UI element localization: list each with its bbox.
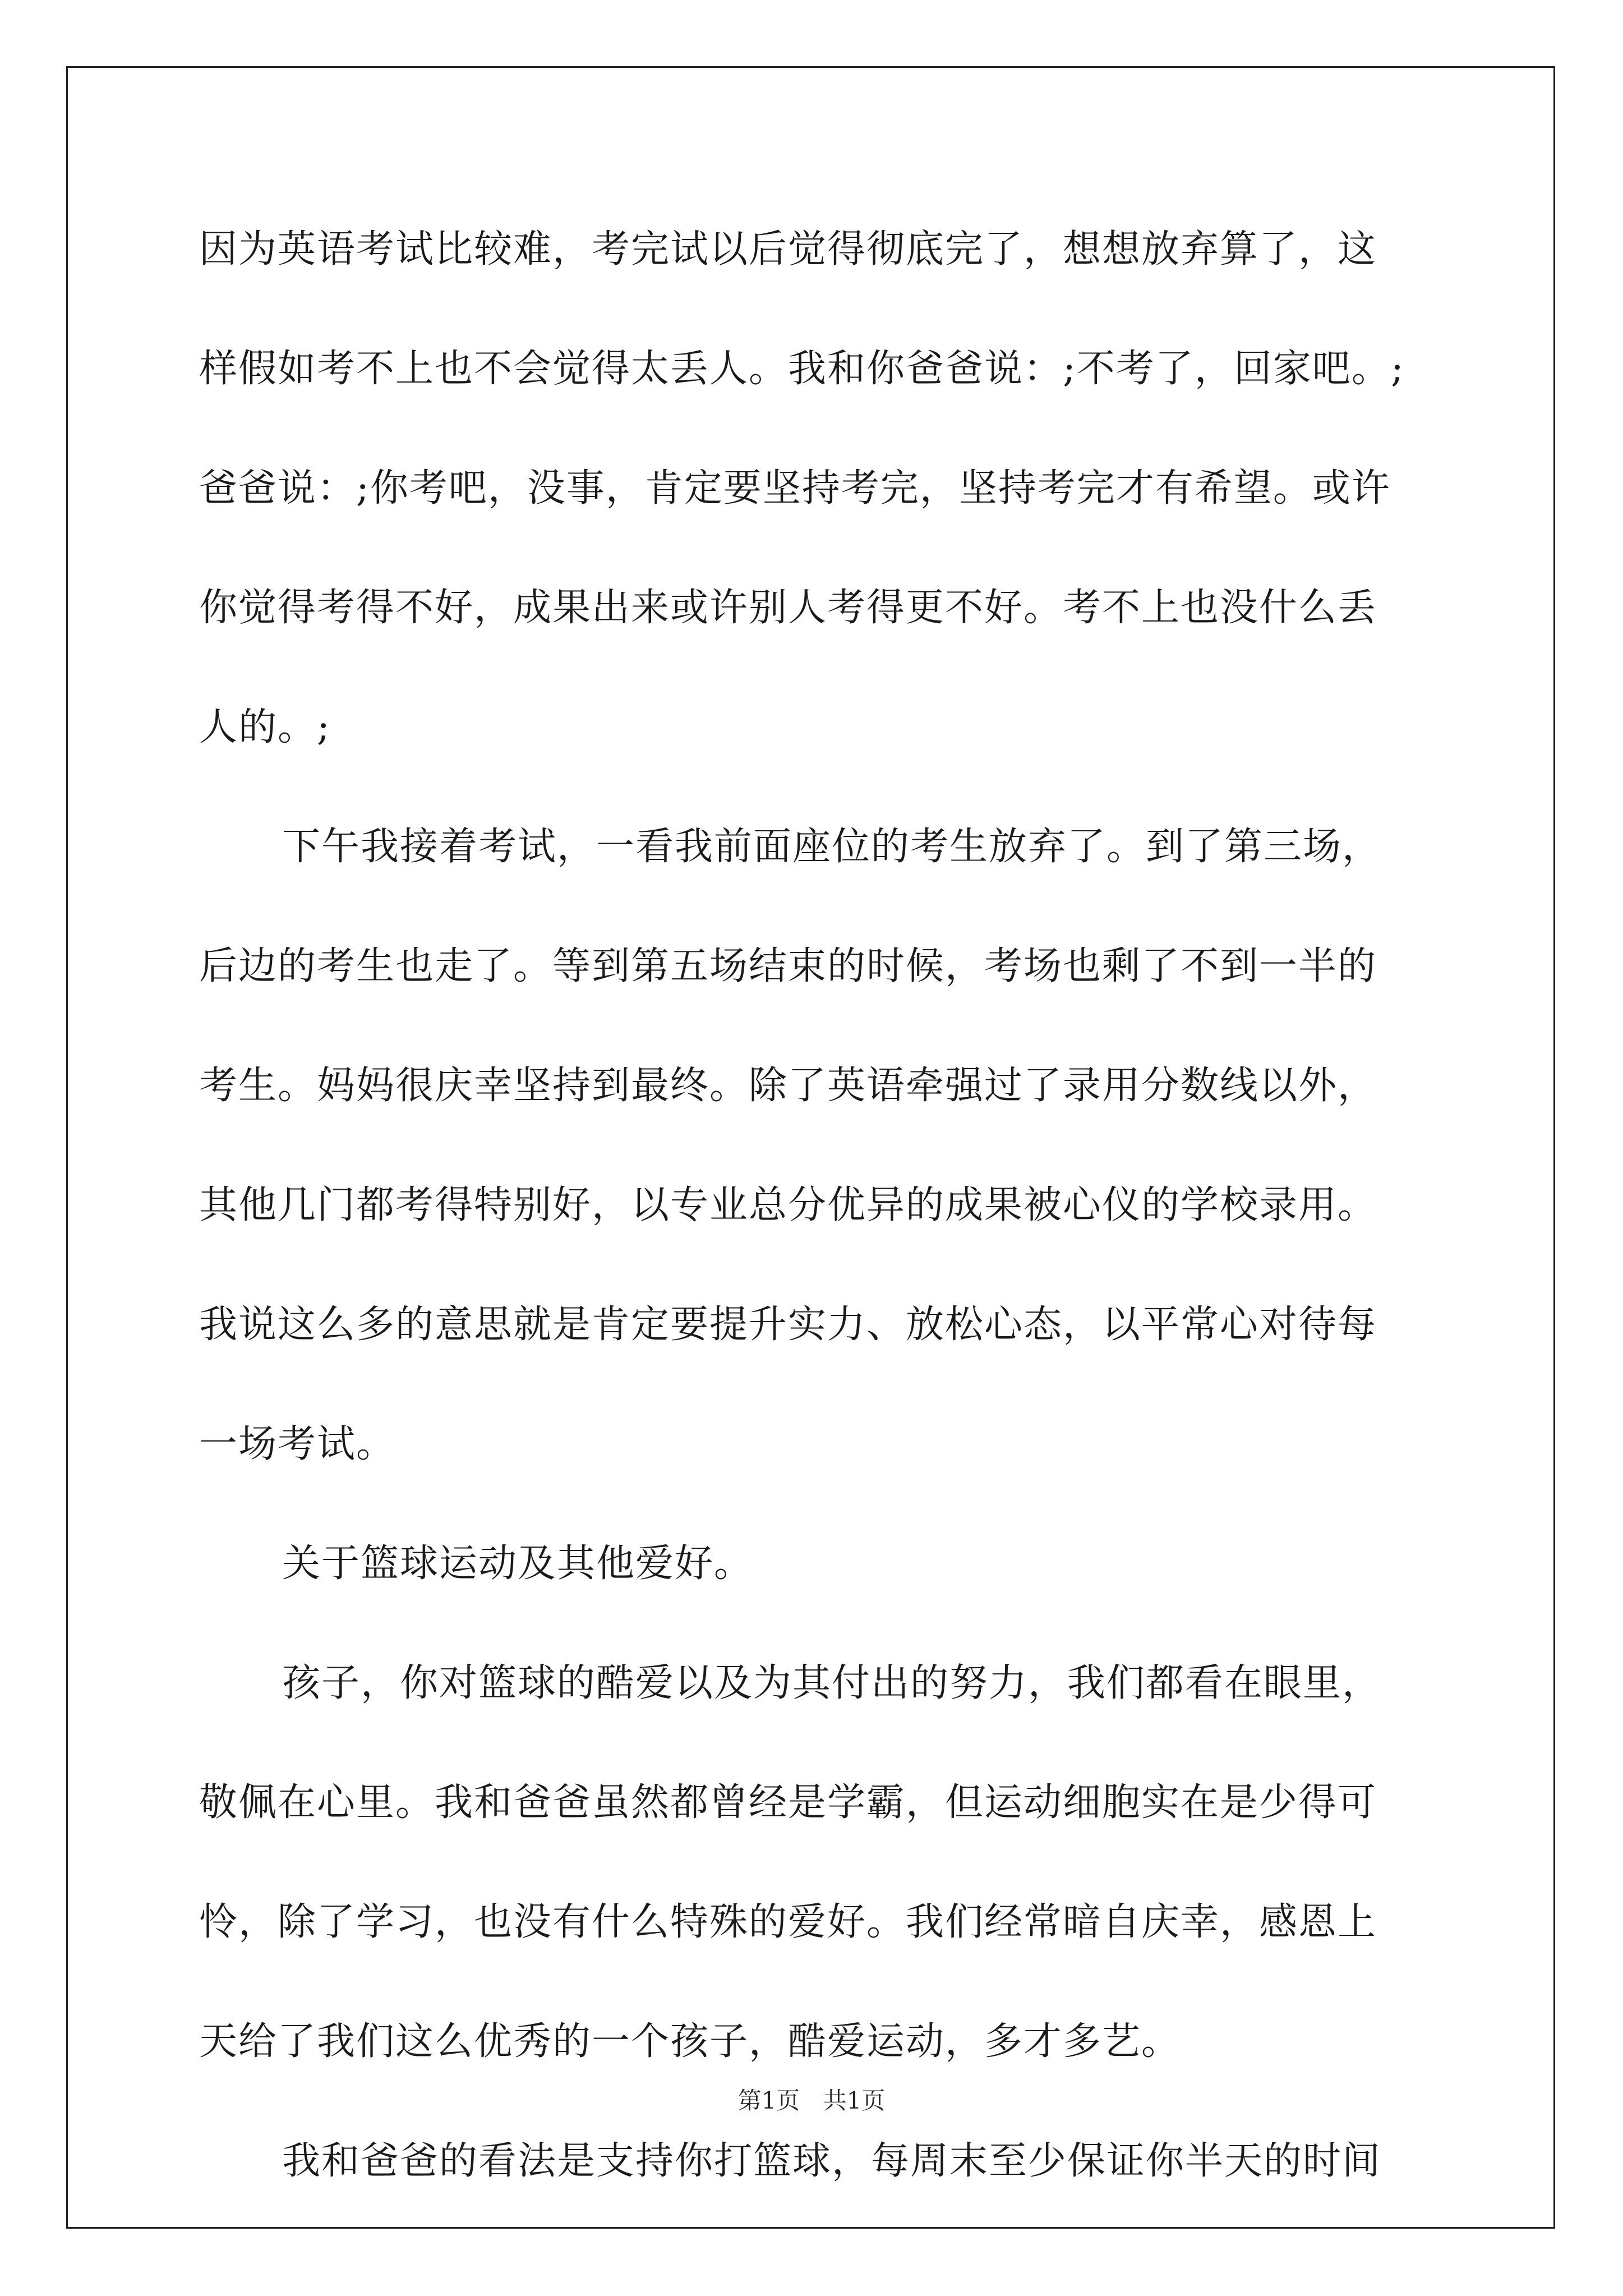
text-line: 我说这么多的意思就是肯定要提升实力、放松心态，以平常心对待每 (199, 1303, 1377, 1347)
text-line: 后边的考生也走了。等到第五场结束的时候，考场也剩了不到一半的 (199, 944, 1377, 988)
page-total: 共1页 (823, 2087, 886, 2114)
text-line: 样假如考不上也不会觉得太丢人。我和你爸爸说：;不考了，回家吧。; (199, 347, 1405, 391)
text-line: 我和爸爸的看法是支持你打篮球，每周末至少保证你半天的时间 (282, 2139, 1382, 2183)
document-body (199, 219, 1422, 2250)
text-line: 天给了我们这么优秀的一个孩子，酷爱运动，多才多艺。 (199, 2019, 1181, 2064)
text-line: 下午我接着考试，一看我前面座位的考生放弃了。到了第三场， (282, 825, 1382, 869)
page-number: 第1页 (737, 2087, 800, 2114)
text-line: 考生。妈妈很庆幸坚持到最终。除了英语牵强过了录用分数线以外， (199, 1064, 1377, 1108)
text-line: 怜，除了学习，也没有什么特殊的爱好。我们经常暗自庆幸，感恩上 (199, 1900, 1377, 1944)
section-heading: 关于篮球运动及其他爱好。 (282, 1542, 754, 1586)
text-line: 孩子，你对篮球的酷爱以及为其付出的努力，我们都看在眼里， (282, 1661, 1382, 1705)
text-line: 一场考试。 (199, 1422, 396, 1466)
text-line: 因为英语考试比较难，考完试以后觉得彻底完了，想想放弃算了，这 (199, 227, 1377, 272)
text-line: 人的。; (199, 705, 331, 749)
text-line: 其他几门都考得特别好，以专业总分优异的成果被心仪的学校录用。 (199, 1183, 1377, 1227)
text-line: 你觉得考得不好，成果出来或许别人考得更不好。考不上也没什么丢 (199, 586, 1377, 630)
text-line: 爸爸说：;你考吧，没事，肯定要坚持考完，坚持考完才有希望。或许 (199, 466, 1391, 510)
text-line: 敬佩在心里。我和爸爸虽然都曾经是学霸，但运动细胞实在是少得可 (199, 1780, 1377, 1825)
page-footer (0, 2084, 1623, 2118)
